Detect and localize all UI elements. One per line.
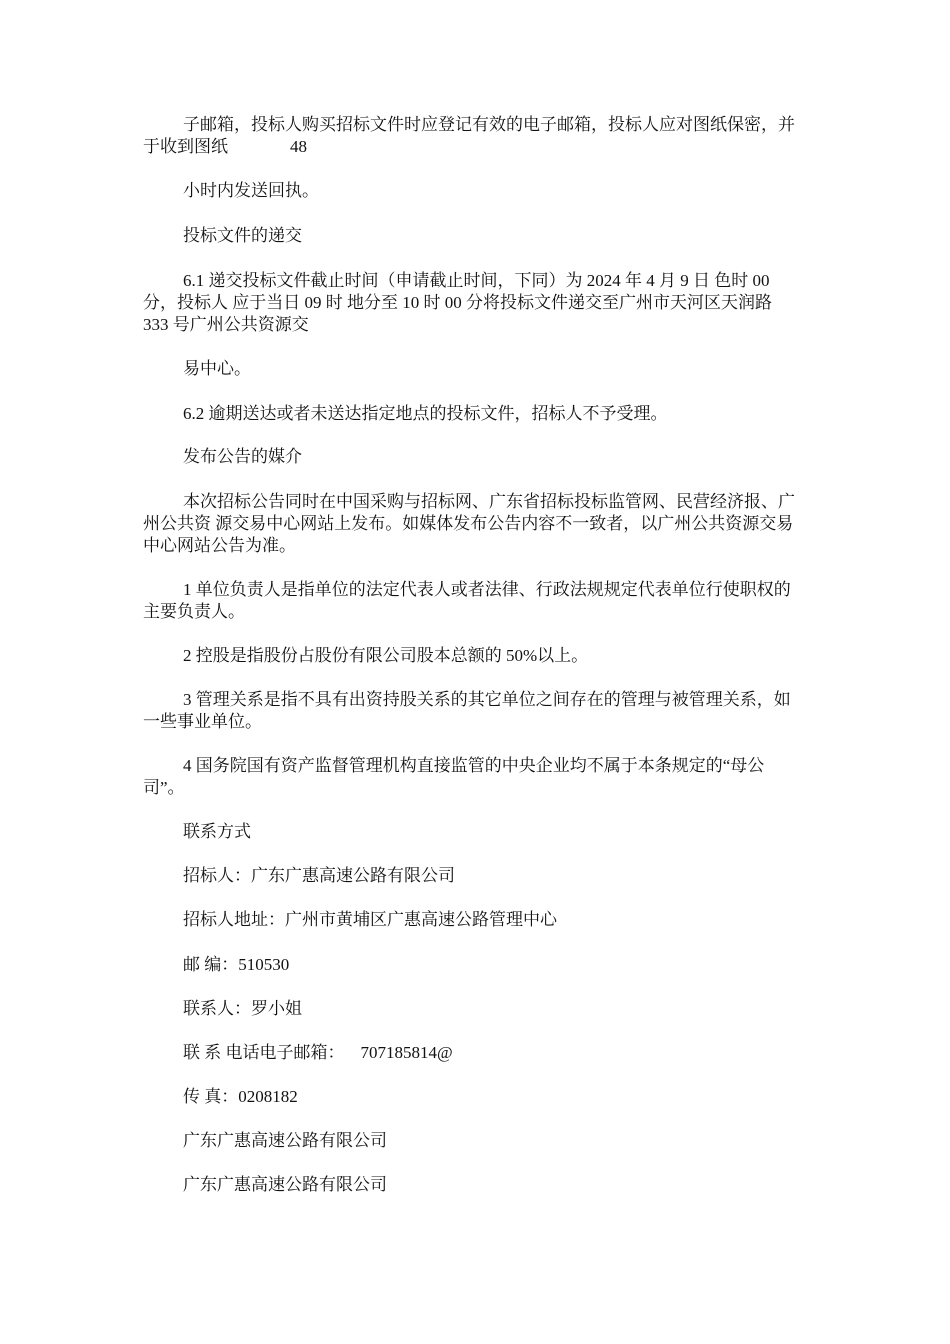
paragraph-text: 子邮箱，投标人购买招标文件时应登记有效的电子邮箱，投标人应对图纸保密，并于收到图纸 <box>143 115 795 156</box>
paragraph-deadline <box>143 270 803 336</box>
contact-tenderer: 招标人：广东广惠高速公路有限公司 <box>183 866 455 885</box>
paragraph-text: 6.1 递交投标文件截止时间（申请截止时间，下同）为 2024 年 4 月 9 日 色时 00 分，投标人 应于当日 09 时 地分至 10 时 00 分将投标文件递交至广州市天河区天润路 <box>143 271 772 312</box>
company-signature-1: 广东广惠高速公路有限公司 <box>183 1131 387 1150</box>
paragraph-center: 易中心。 <box>183 359 251 378</box>
contact-postcode: 邮 编：510530 <box>183 955 290 974</box>
paragraph-media: 本次招标公告同时在中国采购与招标网、广东省招标投标监管网、民营经济报、广州公共资 源交易中心网站上发布。如媒体发布公告内容不一致者，以广州公共资源交易中心网站公告为准。 <box>143 492 795 555</box>
footnote-3: 3 管理关系是指不具有出资持股关系的其它单位之间存在的管理与被管理关系，如一些事业单位。 <box>143 690 791 731</box>
paragraph-number: 48 <box>290 137 307 156</box>
contact-address: 招标人地址：广州市黄埔区广惠高速公路管理中心 <box>183 910 557 929</box>
footnote-1: 1 单位负责人是指单位的法定代表人或者法律、行政法规规定代表单位行使职权的主要负责人。 <box>143 580 791 621</box>
paragraph-drawings-email <box>143 114 803 158</box>
section-heading-submission: 投标文件的递交 <box>183 226 302 245</box>
contact-email: 707185814@ <box>360 1043 453 1062</box>
company-signature-2: 广东广惠高速公路有限公司 <box>183 1175 387 1194</box>
contact-label: 联 系 电话电子邮箱： <box>183 1043 345 1062</box>
section-heading-contact: 联系方式 <box>183 822 251 841</box>
contact-fax: 传 真：0208182 <box>183 1087 298 1106</box>
footnote-4: 4 国务院国有资产监督管理机构直接监管的中央企业均不属于本条规定的“母公司”。 <box>143 756 765 797</box>
paragraph-receipt: 小时内发送回执。 <box>183 181 319 200</box>
contact-phone-email <box>143 1042 803 1064</box>
contact-person: 联系人：罗小姐 <box>183 999 302 1018</box>
paragraph-text-tail: 333 号广州公共资源交 <box>143 315 309 334</box>
footnote-2: 2 控股是指股份占股份有限公司股本总额的 50%以上。 <box>183 646 589 665</box>
paragraph-late-submission: 6.2 逾期送达或者未送达指定地点的投标文件，招标人不予受理。 <box>183 404 668 423</box>
section-heading-media: 发布公告的媒介 <box>183 447 302 466</box>
